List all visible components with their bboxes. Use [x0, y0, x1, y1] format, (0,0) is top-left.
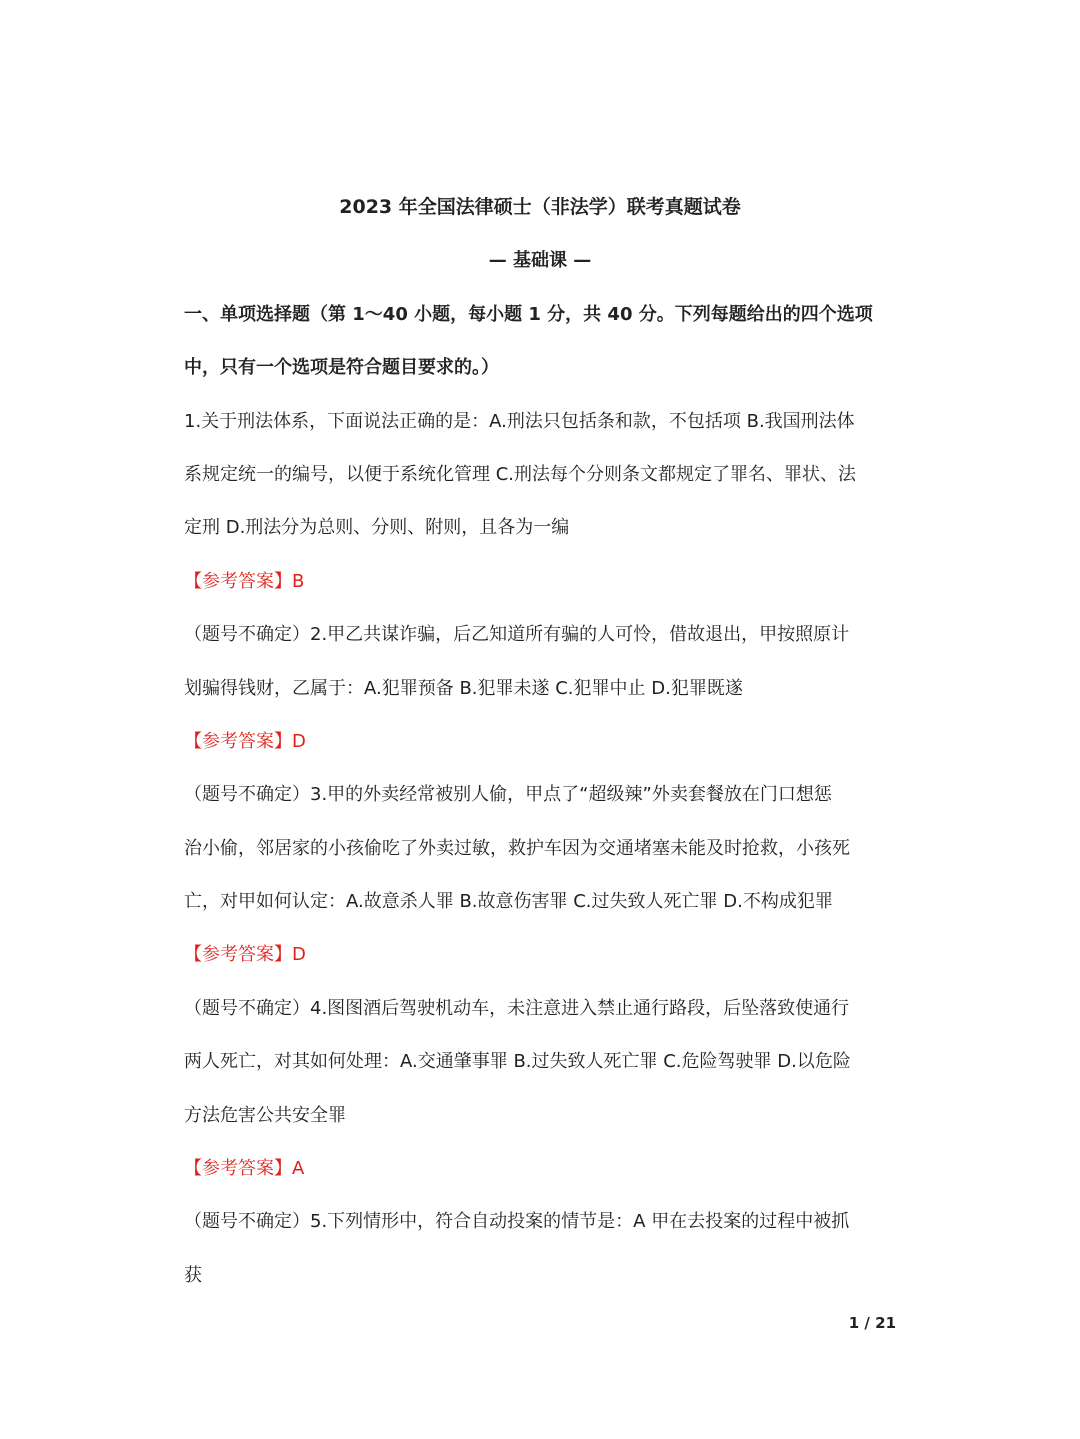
- page-number: 1 / 21: [848, 1314, 896, 1332]
- question-1-line-1: 1.关于刑法体系，下面说法正确的是：A.刑法只包括条和款，不包括项 B.我国刑法体: [184, 410, 855, 432]
- section-heading-line-2: 中，只有一个选项是符合题目要求的。）: [184, 357, 499, 379]
- question-4-line-3: 方法危害公共安全罪: [184, 1104, 346, 1126]
- page-subtitle: — 基础课 —: [488, 250, 592, 272]
- question-2-line-2: 划骗得钱财，乙属于：A.犯罪预备 B.犯罪未遂 C.犯罪中止 D.犯罪既遂: [184, 677, 743, 699]
- page-content: [184, 181, 896, 1302]
- question-3-line-2: 治小偷，邻居家的小孩偷吃了外卖过敏，救护车因为交通堵塞未能及时抢救，小孩死: [184, 837, 850, 859]
- question-3-line-3: 亡，对甲如何认定：A.故意杀人罪 B.故意伤害罪 C.过失致人死亡罪 D.不构成犯罪: [184, 891, 833, 913]
- question-1-line-3: 定刑 D.刑法分为总则、分则、附则，且各为一编: [184, 517, 570, 539]
- question-5-line-2: 获: [184, 1264, 202, 1286]
- page-title: 2023 年全国法律硕士（非法学）联考真题试卷: [339, 196, 741, 218]
- question-3-answer: 【参考答案】D: [184, 944, 306, 966]
- question-2-line-1: （题号不确定）2.甲乙共谋诈骗，后乙知道所有骗的人可怜，借故退出，甲按照原计: [184, 624, 850, 646]
- question-2-answer: 【参考答案】D: [184, 730, 306, 752]
- question-4-line-2: 两人死亡，对其如何处理：A.交通肇事罪 B.过失致人死亡罪 C.危险驾驶罪 D.以危险: [184, 1051, 851, 1073]
- question-1-answer: 【参考答案】B: [184, 570, 305, 592]
- question-4-line-1: （题号不确定）4.图图酒后驾驶机动车，未注意进入禁止通行路段，后坠落致使通行: [184, 997, 850, 1019]
- question-1-line-2: 系规定统一的编号，以便于系统化管理 C.刑法每个分则条文都规定了罪名、罪状、法: [184, 463, 857, 485]
- question-3-line-1: （题号不确定）3.甲的外卖经常被别人偷，甲点了“超级辣”外卖套餐放在门口想惩: [184, 784, 832, 806]
- section-heading-line-1: 一、单项选择题（第 1～40 小题，每小题 1 分，共 40 分。下列每题给出的四个选项: [184, 303, 873, 325]
- question-5-line-1: （题号不确定）5.下列情形中，符合自动投案的情节是：A 甲在去投案的过程中被抓: [184, 1211, 850, 1233]
- question-4-answer: 【参考答案】A: [184, 1158, 305, 1180]
